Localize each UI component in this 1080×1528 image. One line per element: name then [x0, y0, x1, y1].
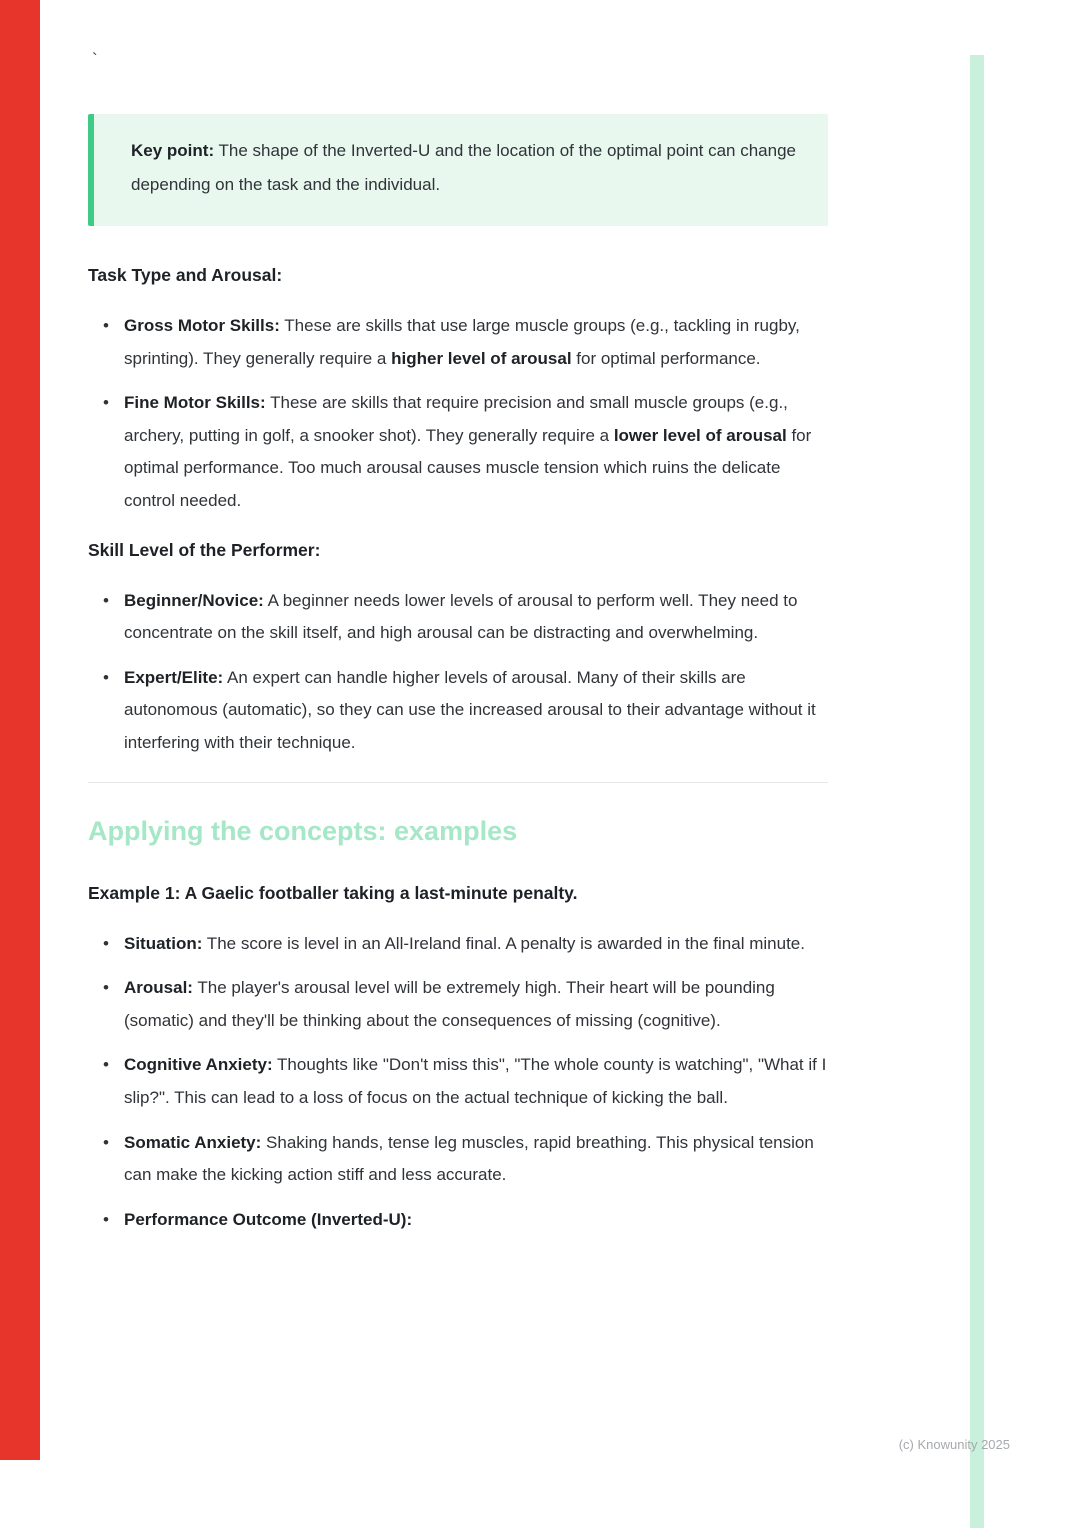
bullet-performance-outcome: • Performance Outcome (Inverted-U):: [88, 1204, 828, 1237]
bullet-expert-elite: • Expert/Elite: An expert can handle higher levels of arousal. Many of their skills are autonomous (automatic), so they can use the increased arousal to their advantage without it interfering with their technique.: [88, 662, 828, 760]
bullet-beginner-novice: • Beginner/Novice: A beginner needs lower levels of arousal to perform well. They need to concentrate on the skill itself, and high arousal can be distracting and overwhelming.: [88, 585, 828, 650]
skill-level-list: [88, 585, 828, 760]
section-divider: [88, 782, 828, 783]
bullet-fine-motor-skills: • Fine Motor Skills: These are skills that require precision and small muscle groups (e.g., archery, putting in golf, a snooker shot). They generally require a lower level of arousal for optimal performance. Too much arousal causes muscle tension which ruins the delicate control needed.: [88, 387, 828, 517]
page-edge-accent-red: [0, 0, 40, 1460]
heading-applying-the-concepts: Applying the concepts: examples: [88, 815, 518, 846]
heading-example-1: Example 1: A Gaelic footballer taking a last-minute penalty.: [88, 882, 578, 903]
copyright-notice: (c) Knowunity 2025: [898, 1437, 1010, 1452]
stray-backtick-char: `: [92, 50, 98, 69]
key-point-callout: [88, 114, 828, 226]
bullet-somatic-anxiety: • Somatic Anxiety: Shaking hands, tense leg muscles, rapid breathing. This physical tension can make the kicking action stiff and less accurate.: [88, 1127, 828, 1192]
bullet-gross-motor-skills: • Gross Motor Skills: These are skills that use large muscle groups (e.g., tackling in rugby, sprinting). They generally require a higher level of arousal for optimal performance.: [88, 310, 828, 375]
bullet-situation: • Situation: The score is level in an All-Ireland final. A penalty is awarded in the final minute.: [88, 928, 828, 961]
right-edge-green-strip: [970, 55, 984, 1528]
key-point-text: Key point: The shape of the Inverted-U and the location of the optimal point can change depending on the task and the individual.: [131, 141, 797, 194]
document-page: [88, 0, 828, 1248]
bullet-arousal: • Arousal: The player's arousal level will be extremely high. Their heart will be pounding (somatic) and they'll be thinking about the consequences of missing (cognitive).: [88, 972, 828, 1037]
heading-task-type-and-arousal: Task Type and Arousal:: [88, 265, 283, 285]
example-1-list: [88, 928, 828, 1237]
bullet-cognitive-anxiety: • Cognitive Anxiety: Thoughts like "Don't miss this", "The whole county is watching", "What if I slip?". This can lead to a loss of focus on the actual technique of kicking the ball.: [88, 1049, 828, 1114]
heading-skill-level-of-performer: Skill Level of the Performer:: [88, 539, 321, 560]
task-type-list: [88, 310, 828, 518]
